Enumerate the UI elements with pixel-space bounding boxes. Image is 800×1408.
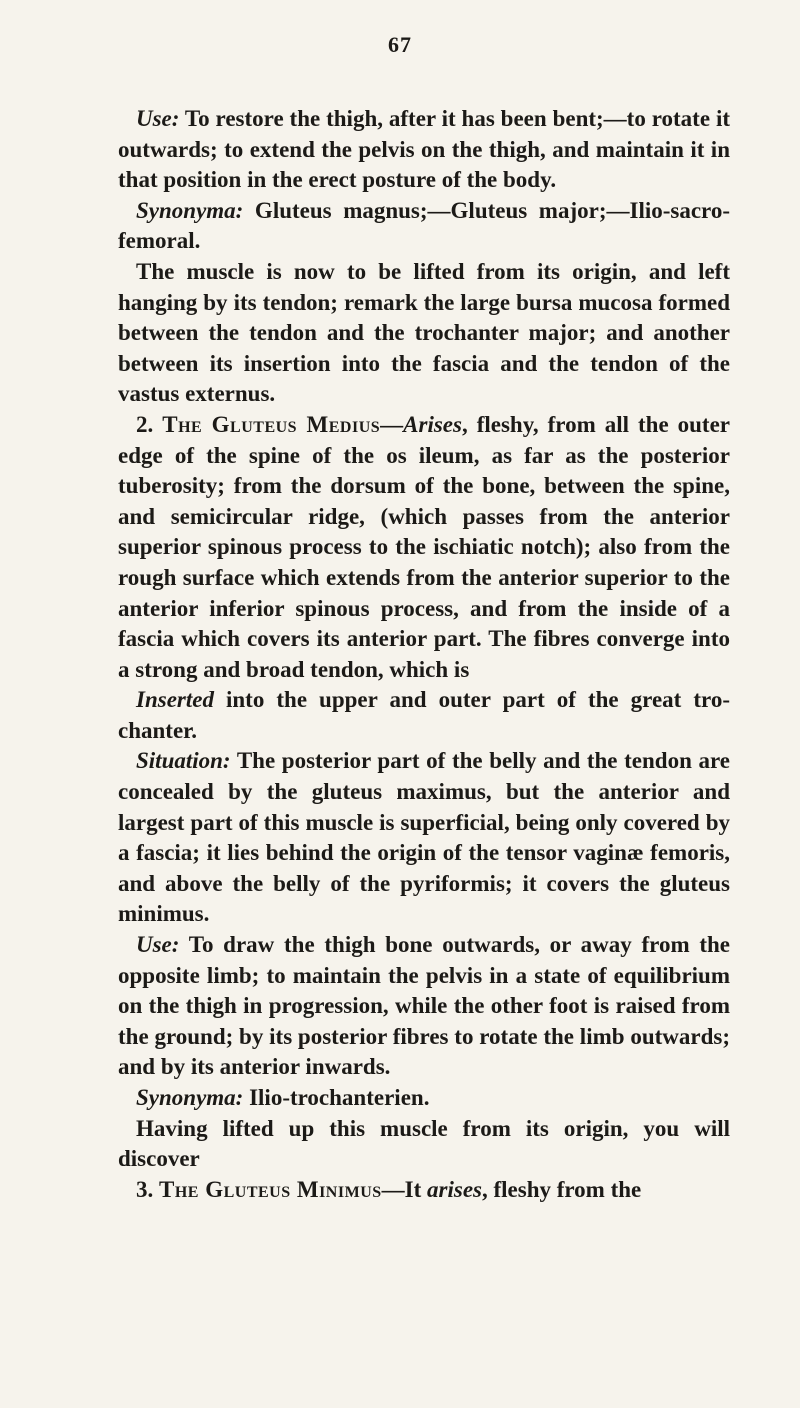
body-text xyxy=(118,104,730,1205)
paragraph-body: Having lifted up this muscle from its origin, you will discover xyxy=(118,1115,730,1172)
paragraph-body: Gluteus magnus;—Gluteus major;—Ilio-sacro-femoral. xyxy=(118,197,730,254)
section-number: 2. xyxy=(136,411,154,437)
paragraph-situation xyxy=(118,746,730,930)
paragraph-gluteus-minimus xyxy=(118,1175,730,1206)
paragraph-body: To draw the thigh bone outwards, or away from the opposite limb; to maintain the pelvis in a state of equilibrium on the thigh in progression, while the other foot is raised from the ground; by its posterior fibres to rotate the limb outwards; and by its anterior inwards. xyxy=(118,932,730,1080)
paragraph-label: Synonyma: xyxy=(136,1085,244,1110)
heading-lead: —It xyxy=(381,1176,428,1202)
paragraph-synonyma-medius xyxy=(118,1083,730,1114)
paragraph-having-lifted xyxy=(118,1114,730,1175)
paragraph-body: To restore the thigh, after it has been bent;—to rotate it outwards; to extend the pelvis on the thigh, and maintain it in that position in the erect posture of the body. xyxy=(118,106,730,193)
paragraph-label: Situation: xyxy=(136,748,231,774)
paragraph-body: , fleshy from the xyxy=(481,1176,642,1202)
paragraph-synonyma xyxy=(118,196,730,257)
paragraph-body: , fleshy, from all the outer edge of the spine of the os ileum, as far as the posterior tuberosity; from the dorsum of the bone, between the spine, and semicircular ridge, (which passes from the anterior superior spinous process to the ischiatic notch); also from the rough surface which extends from the anterior superior to the anterior inferior spinous process, and from the inside of a fascia which covers its anterior part. The fibres converge into a strong and broad tendon, which is xyxy=(118,411,730,682)
paragraph-label: Arises xyxy=(403,411,462,437)
paragraph-use-medius xyxy=(118,930,730,1083)
paragraph-body: The muscle is now to be lifted from its origin, and left hanging by its tendon; remark the large bursa mucosa formed between the tendon and the trochanter major; and another between its insertion into the fascia and the tendon of the vastus externus. xyxy=(118,258,730,407)
paragraph-dissection-note xyxy=(118,257,730,410)
paragraph-label: Use: xyxy=(136,106,180,131)
muscle-heading: The Gluteus Medius xyxy=(162,411,381,437)
paragraph-body: Ilio-trochanterien. xyxy=(243,1085,430,1110)
paragraph-label: Synonyma: xyxy=(136,197,244,223)
section-number: 3. xyxy=(136,1176,154,1202)
muscle-heading: The Gluteus Minimus xyxy=(159,1176,382,1202)
paragraph-label: Inserted xyxy=(136,687,214,713)
paragraph-gluteus-medius: 2. The Gluteus Medius—Arises, fleshy, from all the outer edge of the spine of the os ileum, as far as the posterior tuberosity; from the dorsum of the bone, between the spine, and semicircular ridge, (which passes from the anterior superior spinous process to the ischiatic notch); also from the rough surface which extends from the anterior superior to the anterior inferior spinous process, and from the inside of a fascia which covers its anterior part. The fibres converge into a strong and broad tendon, which is xyxy=(118,411,730,682)
paragraph-inserted xyxy=(118,685,730,746)
paragraph-body: into the upper and outer part of the great trochanter. xyxy=(118,687,730,743)
page-number: 67 xyxy=(388,32,412,57)
paragraph-body: The posterior part of the belly and the tendon are concealed by the gluteus maximus, but the anterior and largest part of this muscle is superficial, being only covered by a fascia; it lies behind the origin of the tensor vaginæ femoris, and above the belly of the pyriformis; it covers the gluteus minimus. xyxy=(118,748,730,927)
paragraph-label: arises xyxy=(427,1176,482,1202)
paragraph-label: Use: xyxy=(136,932,180,958)
paragraph-use xyxy=(118,104,730,196)
